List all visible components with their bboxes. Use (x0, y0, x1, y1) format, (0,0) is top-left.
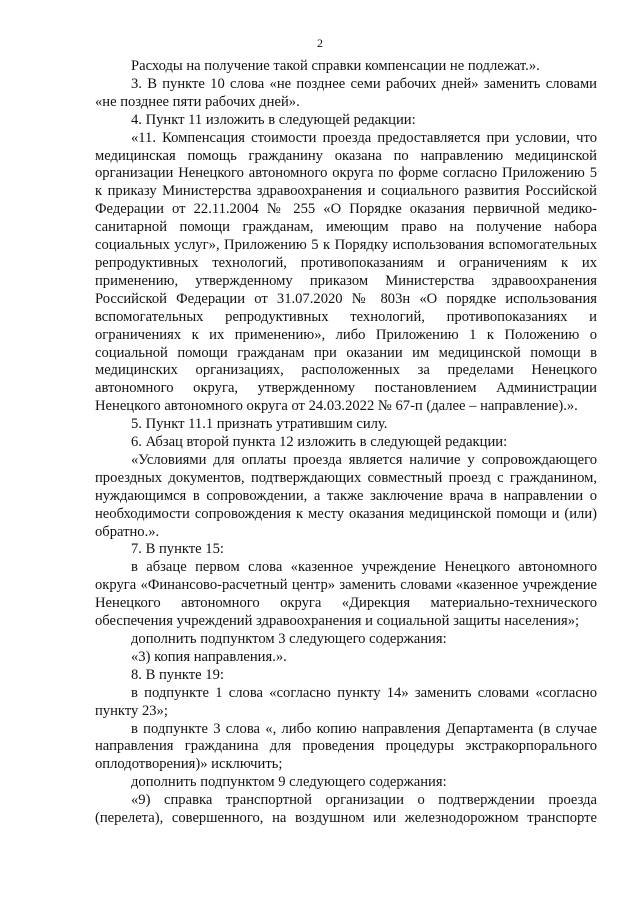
paragraph: «11. Компенсация стоимости проезда предоставляется при условии, что медицинская помощь гражданину оказана по направлению медицинской организации Ненецкого автономного округа по форме согласно Приложению 5 к приказу Министерства здравоохранения и социального развития Российской Федерации от 22.11.2004 № 255 «О Порядке оказания первичной медико-санитарной помощи гражданам, имеющим право на получение набора социальных услуг», Приложению 5 к Порядку использования вспомогательных репродуктивных технологий, противопоказаниям и ограничениям к их применению, утвержденному приказом Министерства здравоохранения Российской Федерации от 31.07.2020 № 803н «О порядке использования вспомогательных репродуктивных технологий, противопоказаниях и ограничениях к их применению», либо Приложению 1 к Положению о социальной помощи гражданам при оказании им медицинской помощи в медицинских организациях, расположенных за пределами Ненецкого автономного округа, утвержденному постановлением Администрации Ненецкого автономного округа от 24.03.2022 № 67-п (далее – направление).». (95, 129, 597, 415)
paragraph: 5. Пункт 11.1 признать утратившим силу. (131, 416, 388, 433)
paragraph: «3) копия направления.». (131, 648, 287, 665)
paragraph: в абзаце первом слова «казенное учреждение Ненецкого автономного округа «Финансово-расчетный центр» заменить словами «казенное учреждение Ненецкого автономного округа «Дирекция материально-технического обеспечения учреждений здравоохранения и социальной защиты населения»; (95, 559, 597, 630)
paragraph: в подпункте 3 слова «, либо копию направления Департамента (в случае направления гражданина для проведения процедуры экстракорпорального оплодотворения)» исключить; (95, 720, 597, 773)
paragraph: дополнить подпунктом 9 следующего содержания: (131, 774, 447, 791)
paragraph: 6. Абзац второй пункта 12 изложить в следующей редакции: (131, 434, 508, 451)
document-body (95, 58, 597, 828)
page-number: 2 (317, 36, 323, 50)
paragraph: 3. В пункте 10 слова «не позднее семи рабочих дней» заменить словами «не позднее пяти рабочих дней». (95, 75, 597, 110)
paragraph: 7. В пункте 15: (131, 541, 224, 558)
paragraph: 4. Пункт 11 изложить в следующей редакции: (131, 111, 416, 128)
paragraph: дополнить подпунктом 3 следующего содержания: (131, 631, 447, 647)
paragraph: 8. В пункте 19: (131, 666, 224, 683)
paragraph: «9) справка транспортной организации о подтверждении проезда (перелета), совершенного, на воздушном или железнодорожном транспорте (95, 792, 597, 827)
paragraph: в подпункте 1 слова «согласно пункту 14» заменить словами «согласно пункту 23»; (95, 684, 597, 719)
paragraph: «Условиями для оплаты проезда является наличие у сопровождающего проездных документов, подтверждающих совместный проезд с гражданином, нуждающимся в сопровождении, а также заключение врача в направлении о необходимости сопровождения к месту оказания медицинской помощи и (или) обратно.». (95, 451, 597, 540)
paragraph: Расходы на получение такой справки компенсации не подлежат.». (131, 58, 540, 74)
